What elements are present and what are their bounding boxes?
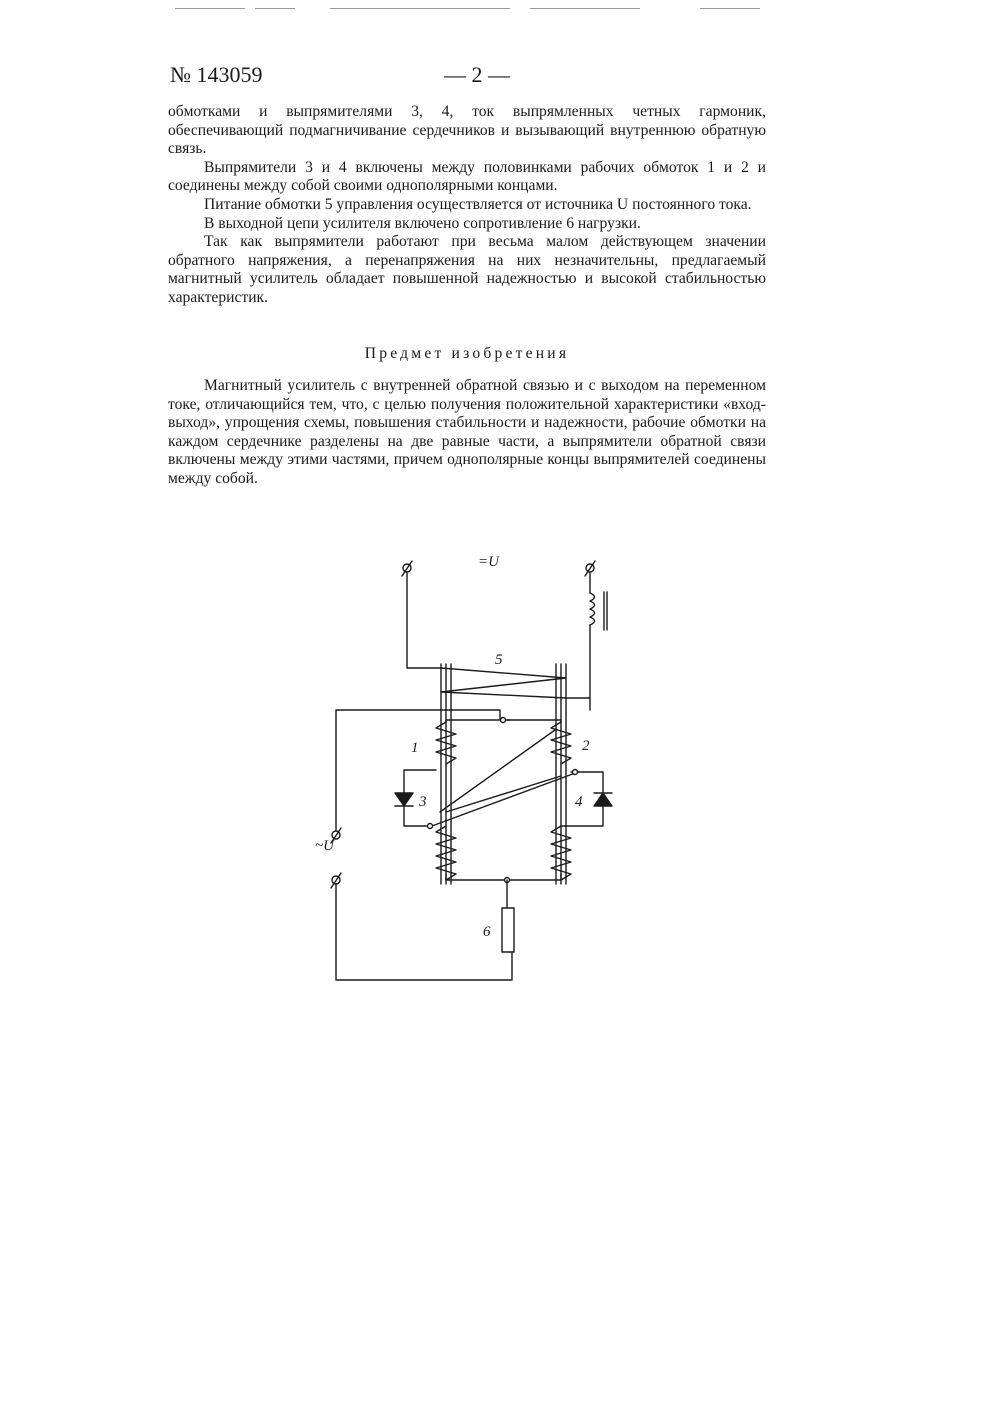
claims-title: Предмет изобретения (364, 345, 570, 362)
dc-source-label: =U (478, 554, 499, 570)
ac-source-label: ~U (315, 838, 334, 854)
load-label: 6 (483, 924, 491, 940)
rectifier-4-label: 4 (575, 794, 583, 810)
rectifier-4-node (573, 770, 578, 775)
paragraph: Питание обмотки 5 управления осуществляется от источника U постоянного тока. (204, 195, 752, 213)
paragraph: В выходной цепи усилителя включено сопротивление 6 нагрузки. (204, 214, 641, 232)
control-winding-label: 5 (495, 652, 503, 668)
choke-inductor (590, 573, 607, 710)
left-core (441, 664, 451, 884)
page-number: — 2 — (444, 62, 510, 87)
bottom-junction-wire (446, 874, 561, 880)
rectifier-3-diode (395, 793, 413, 806)
control-winding (407, 572, 590, 698)
load-resistor (502, 908, 514, 952)
cross-wire-b (446, 776, 561, 812)
rectifier-3-node (428, 824, 433, 829)
winding-1-label: 1 (411, 740, 419, 756)
rectifier-4-diode (594, 793, 612, 806)
rectifier-3-label: 3 (419, 794, 427, 810)
patent-number: № 143059 (170, 62, 263, 87)
paragraph: обмотками и выпрямителями 3, 4, ток выпрямленных четных гармоник, обеспечивающий подмагничивание сердечников и вызывающий внутреннюю обратную связь. (168, 103, 766, 158)
claims-paragraph: Магнитный усилитель с внутренней обратной связью и с выходом на переменном токе, отличающийся тем, что, с целью получения положительной характеристики «вход-выход», упрощения схемы, повышения стабильности и надежности, рабочие обмотки на каждом сердечнике разделены на две равные части, а выпрямители обратной связи включены между этими частями, причем однополярные концы выпрямителей соединены между собой. (168, 377, 766, 487)
paragraph: Так как выпрямители работают при весьма малом действующем значении обратного напряжения, а перенапряжения на них незначительны, предлагаемый магнитный усилитель обладает повышенной надежностью и высокой стабильностью характеристик. (168, 233, 766, 306)
top-junction-node (501, 718, 506, 723)
winding-2-label: 2 (582, 738, 590, 754)
cross-wire-c (440, 730, 555, 812)
paragraph: Выпрямители 3 и 4 включены между половинками рабочих обмоток 1 и 2 и соединены между собой своими однополярными концами. (168, 158, 766, 195)
